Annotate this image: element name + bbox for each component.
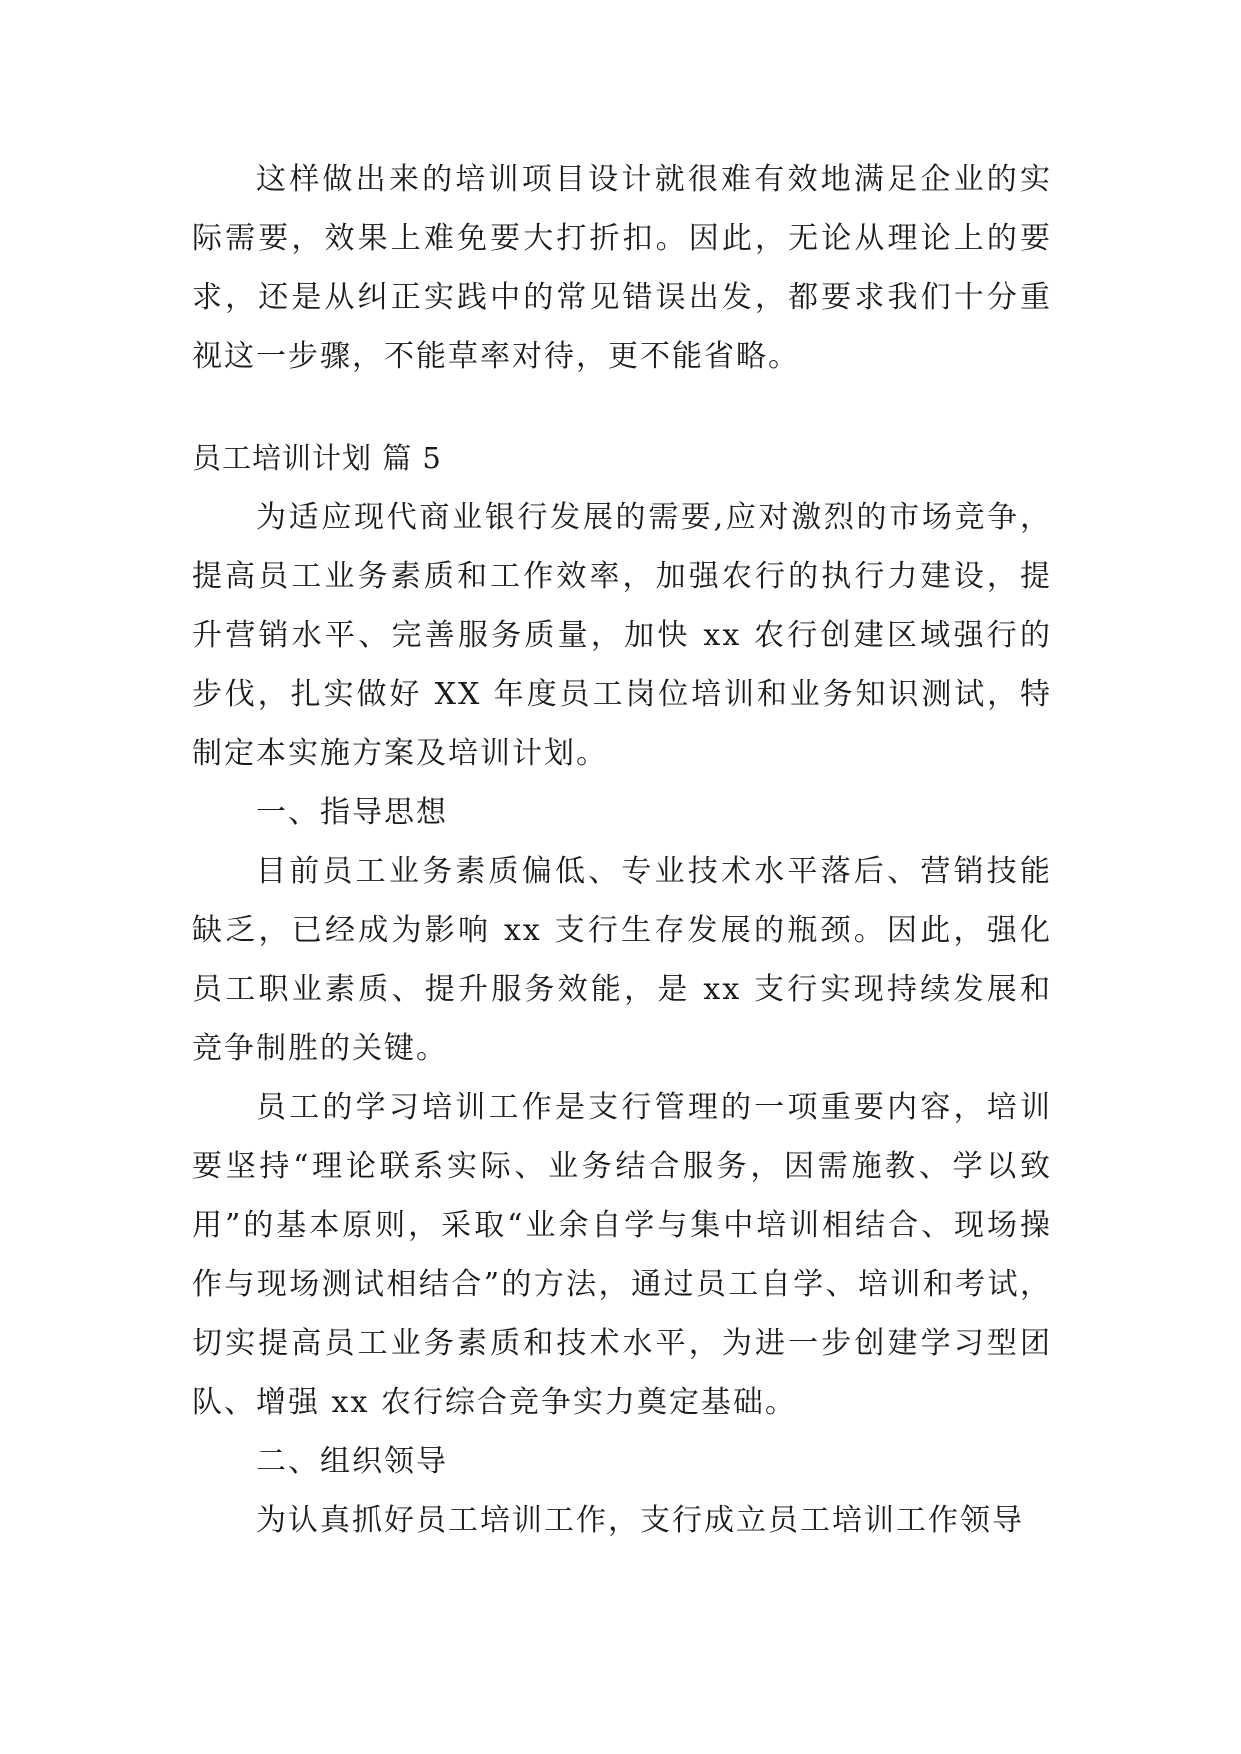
section-gap [192,386,1052,429]
heading-organization: 二、组织领导 [256,1444,448,1479]
section-title: 员工培训计划 篇 5 [192,441,442,475]
document-body [192,150,1052,1550]
paragraph-purpose: 为适应现代商业银行发展的需要,应对激烈的市场竞争，提高员工业务素质和工作效率，加强农行的执行力建设，提升营销水平、完善服务质量，加快 xx 农行创建区域强行的步伐，扎实做好 XX 年度员工岗位培训和业务知识测试，特制定本实施方案及培训计划。 [192,500,1052,771]
paragraph-training-principles: 员工的学习培训工作是支行管理的一项重要内容，培训要坚持“理论联系实际、业务结合服务，因需施教、学以致用”的基本原则，采取“业余自学与集中培训相结合、现场操作与现场测试相结合”的方法，通过员工自学、培训和考试，切实提高员工业务素质和技术水平，为进一步创建学习型团队、增强 xx 农行综合竞争实力奠定基础。 [192,1090,1052,1420]
paragraph-organization: 为认真抓好员工培训工作，支行成立员工培训工作领导 [256,1503,1024,1538]
heading-guiding-ideology: 一、指导思想 [256,795,448,830]
paragraph-guiding-ideology: 目前员工业务素质偏低、专业技术水平落后、营销技能缺乏，已经成为影响 xx 支行生存发展的瓶颈。因此，强化员工职业素质、提升服务效能，是 xx 支行实现持续发展和竞争制胜的关键。 [192,854,1052,1066]
paragraph-intro: 这样做出来的培训项目设计就很难有效地满足企业的实际需要，效果上难免要大打折扣。因此，无论从理论上的要求，还是从纠正实践中的常见错误出发，都要求我们十分重视这一步骤，不能草率对待，更不能省略。 [192,162,1052,374]
